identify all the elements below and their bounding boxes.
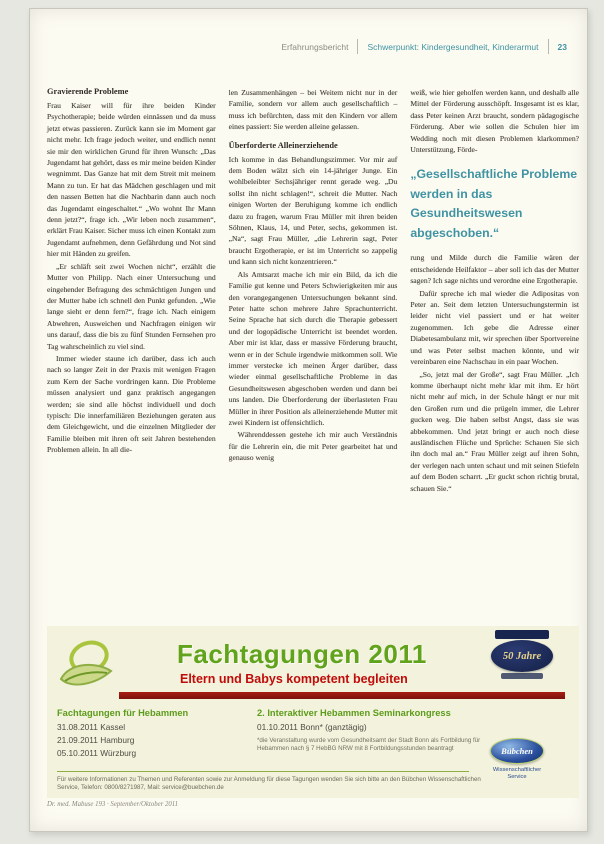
leaf-swirl-logo-icon [55, 635, 117, 704]
ad-right-date: 01.10.2011 Bonn* (ganztägig) [257, 722, 367, 732]
article-paragraph: len Zusammenhängen – bei Weitem nicht nur in der Familie, sondern vor allem auch gesellschaftlich – muss ich befürchten, dass mit den Kindern vor allem eines passiert: Sie werden alleine gelassen. [228, 88, 398, 132]
article-paragraph: „Er schläft seit zwei Wochen nicht“, erzählt die Mutter von Philipp. Nach einer Untersuchung und eingehender Befragung des schmächtigen Jungen und der Mutter habe ich schnell den Punkt gefunden. „Wie lange sieht er denn fern?“, frage ich. Nach einigem Abwehren, Ausweichen und Nachfragen einigen wir uns darauf, dass die bis zu fünf Stunden Fernsehen pro Tag wahrscheinlich zu viel sind. [47, 261, 216, 351]
badge-bottom-band [501, 673, 543, 679]
article-column-1 [47, 87, 216, 494]
article-paragraph: Immer wieder staune ich darüber, dass ich auch nach so langer Zeit in der Praxis mit wenigen Fragen zum Kern der Sache vordringen kann. Die Probleme müssen analysiert und ganz praktisch angegangen werden; sie sind alle höchst individuell und doch typisch: Die innerfamiliären Beziehungen geraten aus dem Gleichgewicht, und die einzelnen Mitglieder der Familie bleiben mit ihren oft seit Jahren bestehenden Problemen allein. In all die- [47, 353, 216, 455]
ad-red-bar [119, 692, 565, 699]
magazine-page [29, 8, 588, 832]
ad-right-column [257, 708, 507, 753]
article-heading: Überforderte Alleinerziehende [228, 140, 338, 150]
ad-date-item: 21.09.2011 Hamburg [57, 735, 135, 745]
buebchen-logo-label: Bübchen [501, 746, 533, 756]
article-paragraph: Als Amtsarzt mache ich mir ein Bild, da ich die Familie gut kenne und Peters Schwierigkeiten mir aus den vorangegangenen Untersuchungen bekannt sind. Peter hatte schon mehrere Jahre Sprachunterricht. Seine Sprache hat sich durch die Therapie gebessert und der logopädische Unterricht ist beendet worden. Aber mir ist klar, dass er massive Förderung braucht, wenn er in der Schule irgendwie mitkommen soll. Wie immer verstecke ich meinen Ärger darüber, dass wieder einmal gesellschaftliche Probleme in das Gesundheitswesen abgeschoben werden und dann bei uns landen. Die Überforderung der überlasteten Frau Müller in ihrer Position als alleinerziehende Mutter mit zwei Kindern ist offensichtlich. [228, 269, 398, 427]
article-paragraph: Dafür spreche ich mal wieder die Adipositas von Peter an. Seit dem letzten Untersuchungstermin ist leider nicht viel passiert und er hat weiter zugenommen. Ich gebe die Adresse einer Diabetesambulanz mit, wir sprechen über Sportvereine und was Peter selbst machen könnte, und wir vereinbaren eine Nachschau in ein paar Wochen. [410, 288, 580, 367]
article-column-2 [229, 87, 398, 494]
article-heading: Gravierende Probleme [47, 87, 129, 96]
article-paragraph: weiß, wie hier geholfen werden kann, und deshalb alle Mittel der Förderung ausschöpft. Insgesamt ist es klar, dass Peter keinen Arzt braucht, sondern pädagogische Förderung. Aber wie sollen die Schulen hier im Wedding noch mit diesen Problemen klarkommen? Unterstützung, Förde- [410, 88, 580, 155]
ad-date-item: 05.10.2011 Würzburg [57, 748, 137, 758]
article-paragraph: Währenddessen gestehe ich mir auch Verständnis für die Lehrerin ein, die mit Peter gearbeitet hat und genauso wenig [228, 430, 398, 463]
article-paragraph: „So, jetzt mal der Große“, sagt Frau Müller. „Ich komme überhaupt nicht mehr klar mit ihm. Er hört nicht mehr auf mich, in der Schule hängt er nur mit den Großen rum und die prügeln immer, die Lehrer gucken weg. Die haben selbst Angst, dass sie was abbekommen. Und jetzt bringt er auch noch diese ausländischen Flüche und Sprüche: Schauen Sie sich ihn doch mal an.“ Frau Müller zeigt auf ihren Sohn, der verlegen nach unten schaut und mit seinen Stiefeln auf dem Boden scharrt. „Er guckt schon richtig brutal, schauen Sie.“ [410, 369, 580, 493]
advertisement-box [47, 626, 579, 798]
article-body [47, 87, 579, 494]
ad-date-item: 31.08.2011 Kassel [57, 722, 126, 732]
ad-left-column [57, 708, 247, 760]
ad-tagline: Eltern und Babys kompetent begleiten [180, 672, 408, 686]
buebchen-service-label: Wissenschaftlicher Service [492, 767, 542, 780]
article-paragraph: Ich komme in das Behandlungszimmer. Vor mir auf dem Boden wälzt sich ein 14-jähriger Junge. Ein wohlbeleibter Sechsjähriger rennt gerade weg. „Du sollst ihn nicht schlagen!“, schreit die Mutter. Nach einigen Worten der Beruhigung komme ich endlich dazu zu fragen, warum Frau Müller mit ihren beiden Söhnen, Klaus, 14, und Peter, sechs, gekommen ist. „Na“, sagt Frau Müller, „die Lehrerin sagt, Peter braucht Ergotherapie, er ist im Unterricht so zappelig und kann sich nicht konzentrieren.“ [228, 154, 398, 267]
ad-right-heading: 2. Interaktiver Hebammen Seminarkongress [257, 708, 451, 718]
buebchen-logo [487, 738, 547, 781]
article-paragraph: Frau Kaiser will für ihre beiden Kinder Psychotherapie; beide würden einnässen und da muss jetzt etwas passieren. Zurück kann sie im Moment gar nicht mehr. Ich frage jedoch weiter, und endlich nennt sie mir den wirklichen Grund für ihren Wunsch: „Das Jugendamt hat gehört, dass es mir meine beiden Kinder wegnimmt. Das Ganze hat mit dem Streit mit meinem Mann zu tun. Er hat das Mädchen geschlagen und mit den nassen Betten hat die Nachbarin dann auch noch das Jugendamt eingeschaltet.“ „Wo wohnt Ihr Mann denn jetzt?“, frage ich. „Wir leben noch zusammen“, erklärt Frau Kaiser. Sicher muss ich einen Kontakt zum Jugendamt aufnehmen, denn Gefährdung und Not sind hier mit Händen zu greifen. [47, 101, 216, 259]
header-divider [548, 39, 549, 54]
header-page-number: 23 [557, 41, 567, 52]
article-paragraph: rung und Milde durch die Familie wären der entscheidende Heilfaktor – aber soll ich das der Mutter sagen? Ich sage nichts und verordne eine Ergotherapie. [410, 253, 580, 286]
buebchen-logo-oval [490, 738, 544, 764]
issue-line: Dr. med. Mabuse 193 · September/Oktober 2011 [47, 801, 179, 808]
article-column-3 [410, 87, 579, 494]
header-section-label: Erfahrungsbericht [281, 41, 349, 52]
ad-footnote: *die Veranstaltung wurde vom Gesundheitsamt der Stadt Bonn als Fortbildung für Hebammen nach § 7 HebBG NRW mit 8 Fortbildungsstunden beantragt [257, 737, 481, 753]
header-divider [357, 39, 358, 54]
badge-50-jahre-label: 50 Jahre [502, 650, 542, 662]
header-title: Schwerpunkt: Kindergesundheit, Kinderarmut [367, 41, 539, 52]
anniversary-badge [491, 630, 553, 679]
ad-left-heading: Fachtagungen für Hebammen [57, 708, 189, 718]
ad-footer-text: Für weitere Informationen zu Themen und Referenten sowie zur Anmeldung für diese Tagungen wenden Sie sich bitte an den Bübchen Wissenschaftlichen Service, Telefon: 0800/8271987, Mail: service@buebchen.de [57, 776, 481, 792]
ad-divider [57, 771, 469, 772]
badge-oval [491, 640, 553, 672]
badge-top-band [495, 630, 549, 639]
page-header [281, 39, 567, 54]
ad-title: Fachtagungen 2011 [177, 639, 427, 669]
pull-quote: „Gesellschaftliche Probleme werden in das Gesundheitswesen abgeschoben.“ [410, 167, 578, 240]
